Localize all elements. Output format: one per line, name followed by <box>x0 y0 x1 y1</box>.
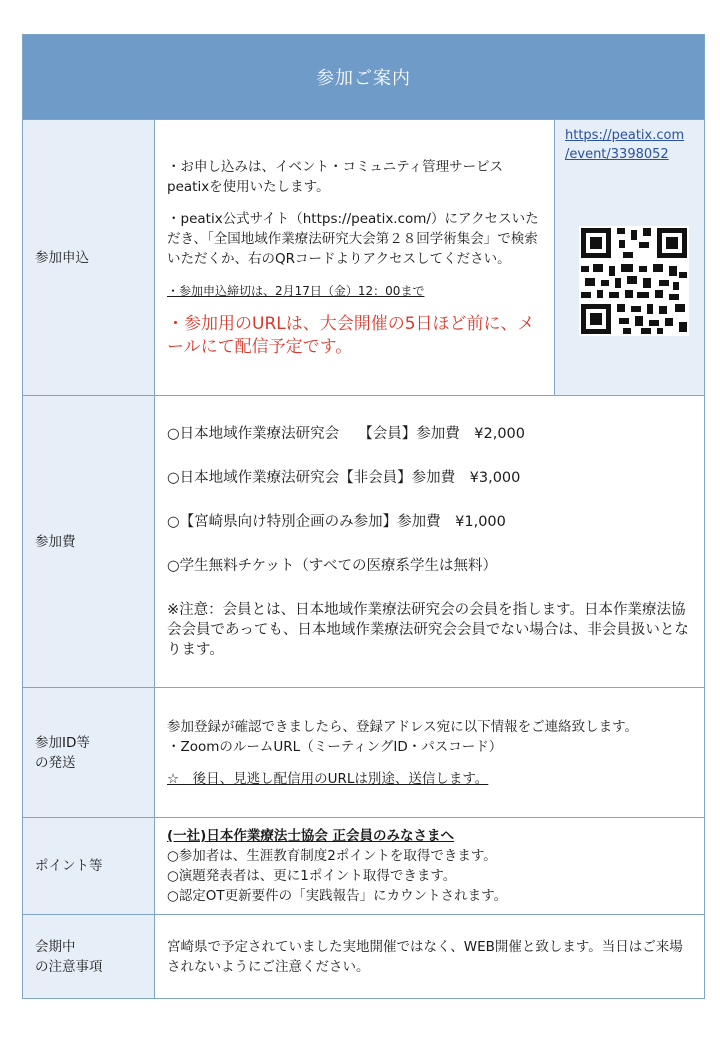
points-item-3: ○認定OT更新要件の「実践報告」にカウントされます。 <box>167 888 508 904</box>
application-deadline: ・参加申込締切は、2月17日（金）12：00まで <box>167 283 425 298</box>
fee-item-nonmember: ○日本地域作業療法研究会【非会員】参加費 ¥3,000 <box>167 469 521 486</box>
send-id-label <box>23 688 155 818</box>
caution-label-line2: の注意事項 <box>35 958 103 975</box>
points-row <box>23 818 705 915</box>
fee-note: ※注意：会員とは、日本地域作業療法研究会の会員を指します。日本作業療法協会会員であっても、日本地域作業療法研究会会員でない場合は、非会員扱いとなります。 <box>167 601 689 658</box>
fee-label: 参加費 <box>23 396 155 688</box>
application-line-1: ・お申し込みは、イベント・コミュニティ管理サービスpeatixを使用いたします。 <box>167 158 504 195</box>
fee-item-student: ○学生無料チケット（すべての医療系学生は無料） <box>167 557 498 574</box>
caution-row <box>23 915 705 999</box>
peatix-link-cell <box>555 120 705 396</box>
peatix-url-line1[interactable]: https://peatix.com <box>565 128 685 143</box>
qr-code-icon[interactable] <box>579 226 689 336</box>
fee-item-member: ○日本地域作業療法研究会 【会員】参加費 ¥2,000 <box>167 425 525 442</box>
title-row <box>23 35 705 120</box>
points-content <box>155 818 705 915</box>
send-id-content <box>155 688 705 818</box>
send-id-row <box>23 688 705 818</box>
caution-label <box>23 915 155 999</box>
application-label: 参加申込 <box>23 120 155 396</box>
info-sheet <box>22 34 704 999</box>
fee-row <box>23 396 705 688</box>
send-id-line1: 参加登録が確認できましたら、登録アドレス宛に以下情報をご連絡致します。 <box>167 718 639 735</box>
points-item-1: ○参加者は、生涯教育制度2ポイントを取得できます。 <box>167 848 497 864</box>
caution-label-line1: 会期中 <box>35 938 76 955</box>
application-content <box>155 120 555 396</box>
send-id-line2: ・ZoomのルームURL（ミーティングID・パスコード） <box>167 738 503 755</box>
application-notice: ・参加用のURLは、大会開催の5日ほど前に、メールにて配信予定です。 <box>167 313 535 357</box>
info-table <box>22 34 705 999</box>
fee-item-miyazaki: ○【宮崎県向け特別企画のみ参加】参加費 ¥1,000 <box>167 513 506 530</box>
application-row <box>23 120 705 396</box>
points-label: ポイント等 <box>23 818 155 915</box>
send-id-label-line2: の発送 <box>35 754 76 771</box>
caution-text: 宮崎県で予定されていました実地開催ではなく、WEB開催と致します。当日はご来場されないようにご注意ください。 <box>167 938 683 975</box>
peatix-url-line2[interactable]: /event/3398052 <box>565 147 669 162</box>
points-item-2: ○演題発表者は、更に1ポイント取得できます。 <box>167 868 457 884</box>
caution-content <box>155 915 705 999</box>
page-title: 参加ご案内 <box>23 35 705 120</box>
send-id-label-line1: 参加ID等 <box>35 734 90 751</box>
application-line-2: ・peatix公式サイト（https://peatix.com/）にアクセスいただき、「全国地域作業療法研究大会第２８回学術集会」で検索いただくか、右のQRコードよりアクセスしてください。 <box>167 210 539 267</box>
points-heading: (一社)日本作業療法士協会 正会員のみなさまへ <box>167 828 455 844</box>
send-id-line3: ☆ 後日、見逃し配信用のURLは別途、送信します。 <box>167 770 489 787</box>
fee-content <box>155 396 705 688</box>
